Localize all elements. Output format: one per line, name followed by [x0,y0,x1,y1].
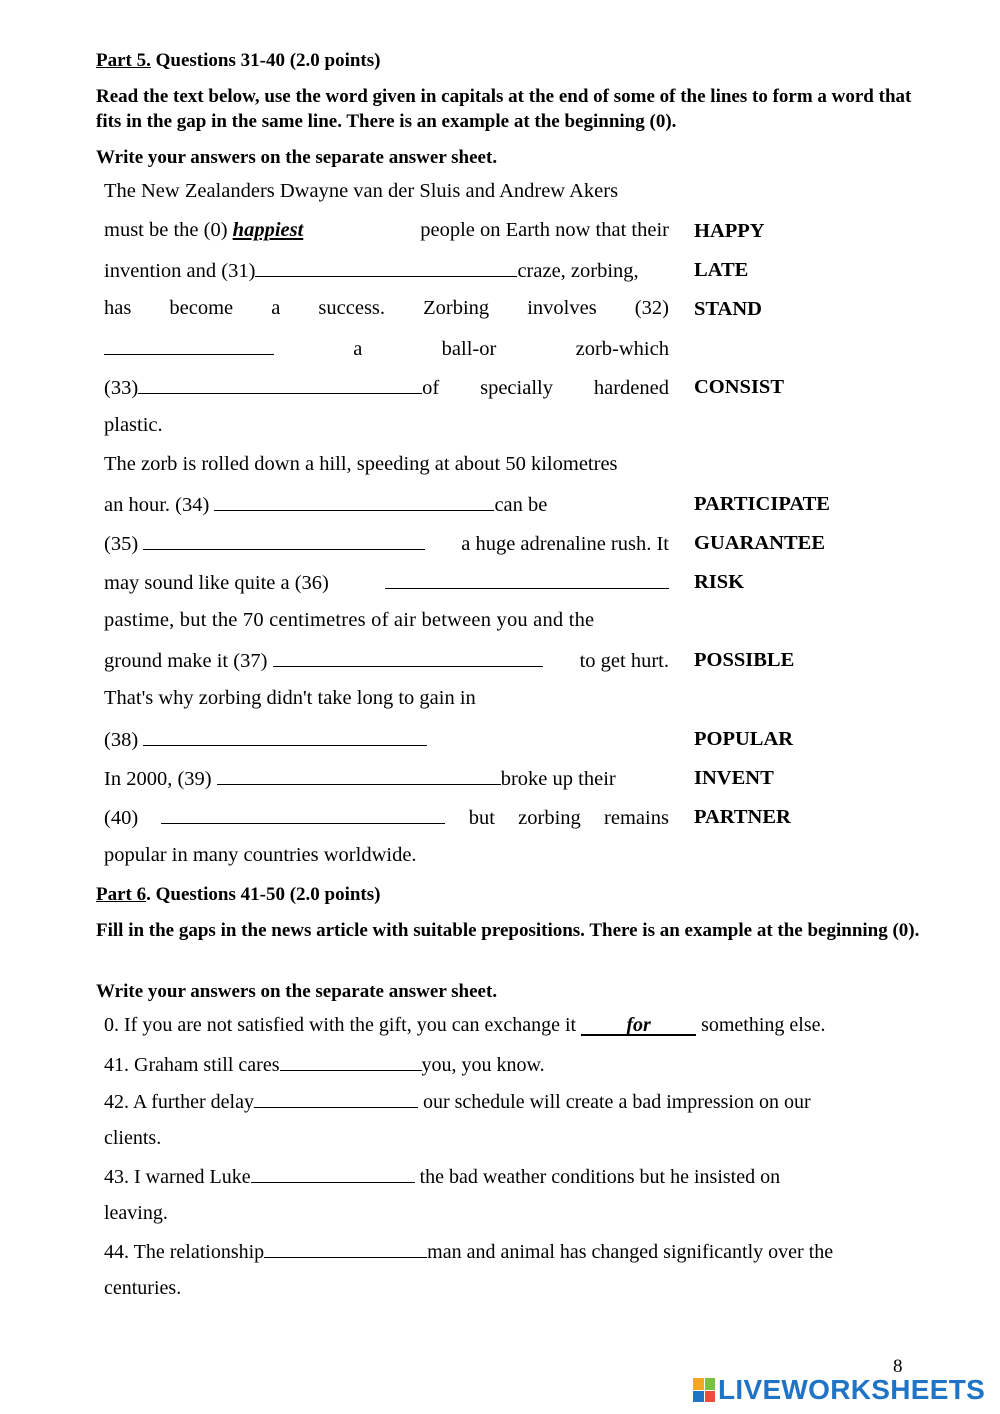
passage-text: an hour. (34) [104,494,210,516]
passage-word: hardened [593,377,669,399]
passage-word: a [271,297,281,319]
question-text: man and animal has changed significantly over the [427,1241,834,1263]
keyword-late: LATE [694,259,749,281]
passage-line-8: The zorb is rolled down a hill, speeding at about 50 kilometres [104,453,618,475]
gap-32[interactable] [104,336,274,355]
passage-line-17 [104,805,669,830]
passage-word: ball-or [441,338,497,360]
passage-word: success. [318,297,386,319]
passage-text: (33) [104,377,139,399]
question-text: you, you know. [421,1054,545,1076]
brand-name: LIVEWORKSHEETS [718,1374,986,1405]
passage-text: a huge adrenaline rush. It [461,533,669,555]
part6-heading [96,884,380,906]
passage-line-18: popular in many countries worldwide. [104,844,417,866]
keyword-guarantee: GUARANTEE [694,532,825,554]
gap-31[interactable] [255,258,517,277]
question-41 [104,1052,545,1077]
part6-instruction: Fill in the gaps in the news article with suitable prepositions. There is an example at the beginning (0). [96,920,920,941]
passage-text: ground make it (37) [104,650,268,672]
passage-word: zorb-which [575,338,669,360]
passage-line-4 [104,297,669,320]
keyword-risk: RISK [694,571,745,593]
passage-line-16 [104,766,669,791]
question-42 [104,1089,811,1114]
question-44 [104,1239,833,1264]
passage-text: broke up their [500,768,616,790]
question-0 [104,1014,826,1037]
passage-line-6 [104,375,669,400]
passage-word: become [169,297,234,319]
passage-word: involves [527,297,597,319]
passage-text: craze, zorbing, [517,260,639,282]
passage-text: may sound like quite a (36) [104,572,329,594]
gap-41[interactable] [280,1052,422,1071]
liveworksheets-logo-icon [693,1378,715,1402]
passage-word: remains [604,807,669,829]
keyword-happy: HAPPY [694,220,765,242]
keyword-consist: CONSIST [694,376,785,398]
passage-line-13 [104,648,669,673]
question-text: something else. [701,1014,826,1036]
part6-answer-note: Write your answers on the separate answer sheet. [96,981,498,1002]
question-text: our schedule will create a bad impression on our [422,1091,811,1113]
passage-line-7: plastic. [104,414,163,436]
gap-40[interactable] [161,805,445,824]
gap-42[interactable] [254,1089,418,1108]
passage-line-3 [104,258,669,283]
passage-line-12: pastime, but the 70 centimetres of air between you and the [104,609,595,631]
part5-instruction: Read the text below, use the word given in capitals at the end of some of the lines to form a word that fits in the gap in the same line. There is an example at the beginning (0). [96,86,912,132]
gap-35[interactable] [143,531,425,550]
part5-title: Questions 31-40 (2.0 points) [150,50,381,71]
passage-line-14: That's why zorbing didn't take long to gain in [104,687,476,709]
passage-text: to get hurt. [579,650,669,672]
question-43 [104,1164,780,1189]
gap-33[interactable] [138,375,422,394]
gap-44[interactable] [264,1239,427,1258]
keyword-partner: PARTNER [694,806,791,828]
passage-text: people on Earth now that their [420,219,669,241]
passage-text: must be the (0) [104,219,228,241]
passage-line-2-start [104,219,303,242]
part5-label: Part 5. [96,50,151,71]
gap-43[interactable] [251,1164,415,1183]
keyword-invent: INVENT [694,767,774,789]
question-text: 42. A further delay [104,1091,254,1113]
passage-line-5 [104,336,669,361]
passage-word: zorbing [518,807,581,829]
passage-text: invention and (31) [104,260,256,282]
question-text: 0. If you are not satisfied with the gift, you can exchange it [104,1014,577,1036]
gap-38[interactable] [143,727,427,746]
passage-text: (35) [104,533,139,555]
part6-label: Part 6 [96,884,147,905]
passage-line-9 [104,492,669,517]
question-text: 44. The relationship [104,1241,265,1263]
keyword-participate: PARTICIPATE [694,493,830,515]
question-text: 43. I warned Luke [104,1166,251,1188]
example-answer: happiest [232,219,304,241]
gap-34[interactable] [214,492,494,511]
passage-word: of [422,377,440,399]
question-text: the bad weather conditions but he insisted on [419,1166,781,1188]
keyword-stand: STAND [694,298,762,320]
question-text: 41. Graham still cares [104,1054,280,1076]
passage-text: In 2000, (39) [104,768,212,790]
passage-line-1: The New Zealanders Dwayne van der Sluis and Andrew Akers [104,180,619,202]
liveworksheets-brand[interactable] [693,1374,985,1406]
passage-word: specially [480,377,553,399]
passage-word: Zorbing [423,297,490,319]
part5-answer-note: Write your answers on the separate answer sheet. [96,147,498,168]
question-42-continued: clients. [104,1127,162,1149]
question-43-continued: leaving. [104,1202,168,1224]
passage-text: can be [494,494,548,516]
passage-text: (38) [104,729,139,751]
passage-line-2 [104,219,669,242]
passage-text: (40) [104,807,139,829]
passage-word: has [104,297,132,319]
gap-39[interactable] [217,766,501,785]
passage-line-15 [104,727,669,752]
passage-word: a [353,338,363,360]
gap-36[interactable] [385,570,669,589]
keyword-popular: POPULAR [694,728,794,750]
page-number: 8 [893,1356,903,1377]
passage-word: (32) [634,297,669,319]
keyword-possible: POSSIBLE [694,649,795,671]
passage-word: but [468,807,495,829]
question-44-continued: centuries. [104,1277,182,1299]
gap-37[interactable] [273,648,543,667]
passage-line-10 [104,531,669,556]
passage-line-11 [104,570,669,595]
example-answer: for [581,1016,696,1036]
part5-heading [96,50,380,72]
part6-title: . Questions 41-50 (2.0 points) [146,884,381,905]
